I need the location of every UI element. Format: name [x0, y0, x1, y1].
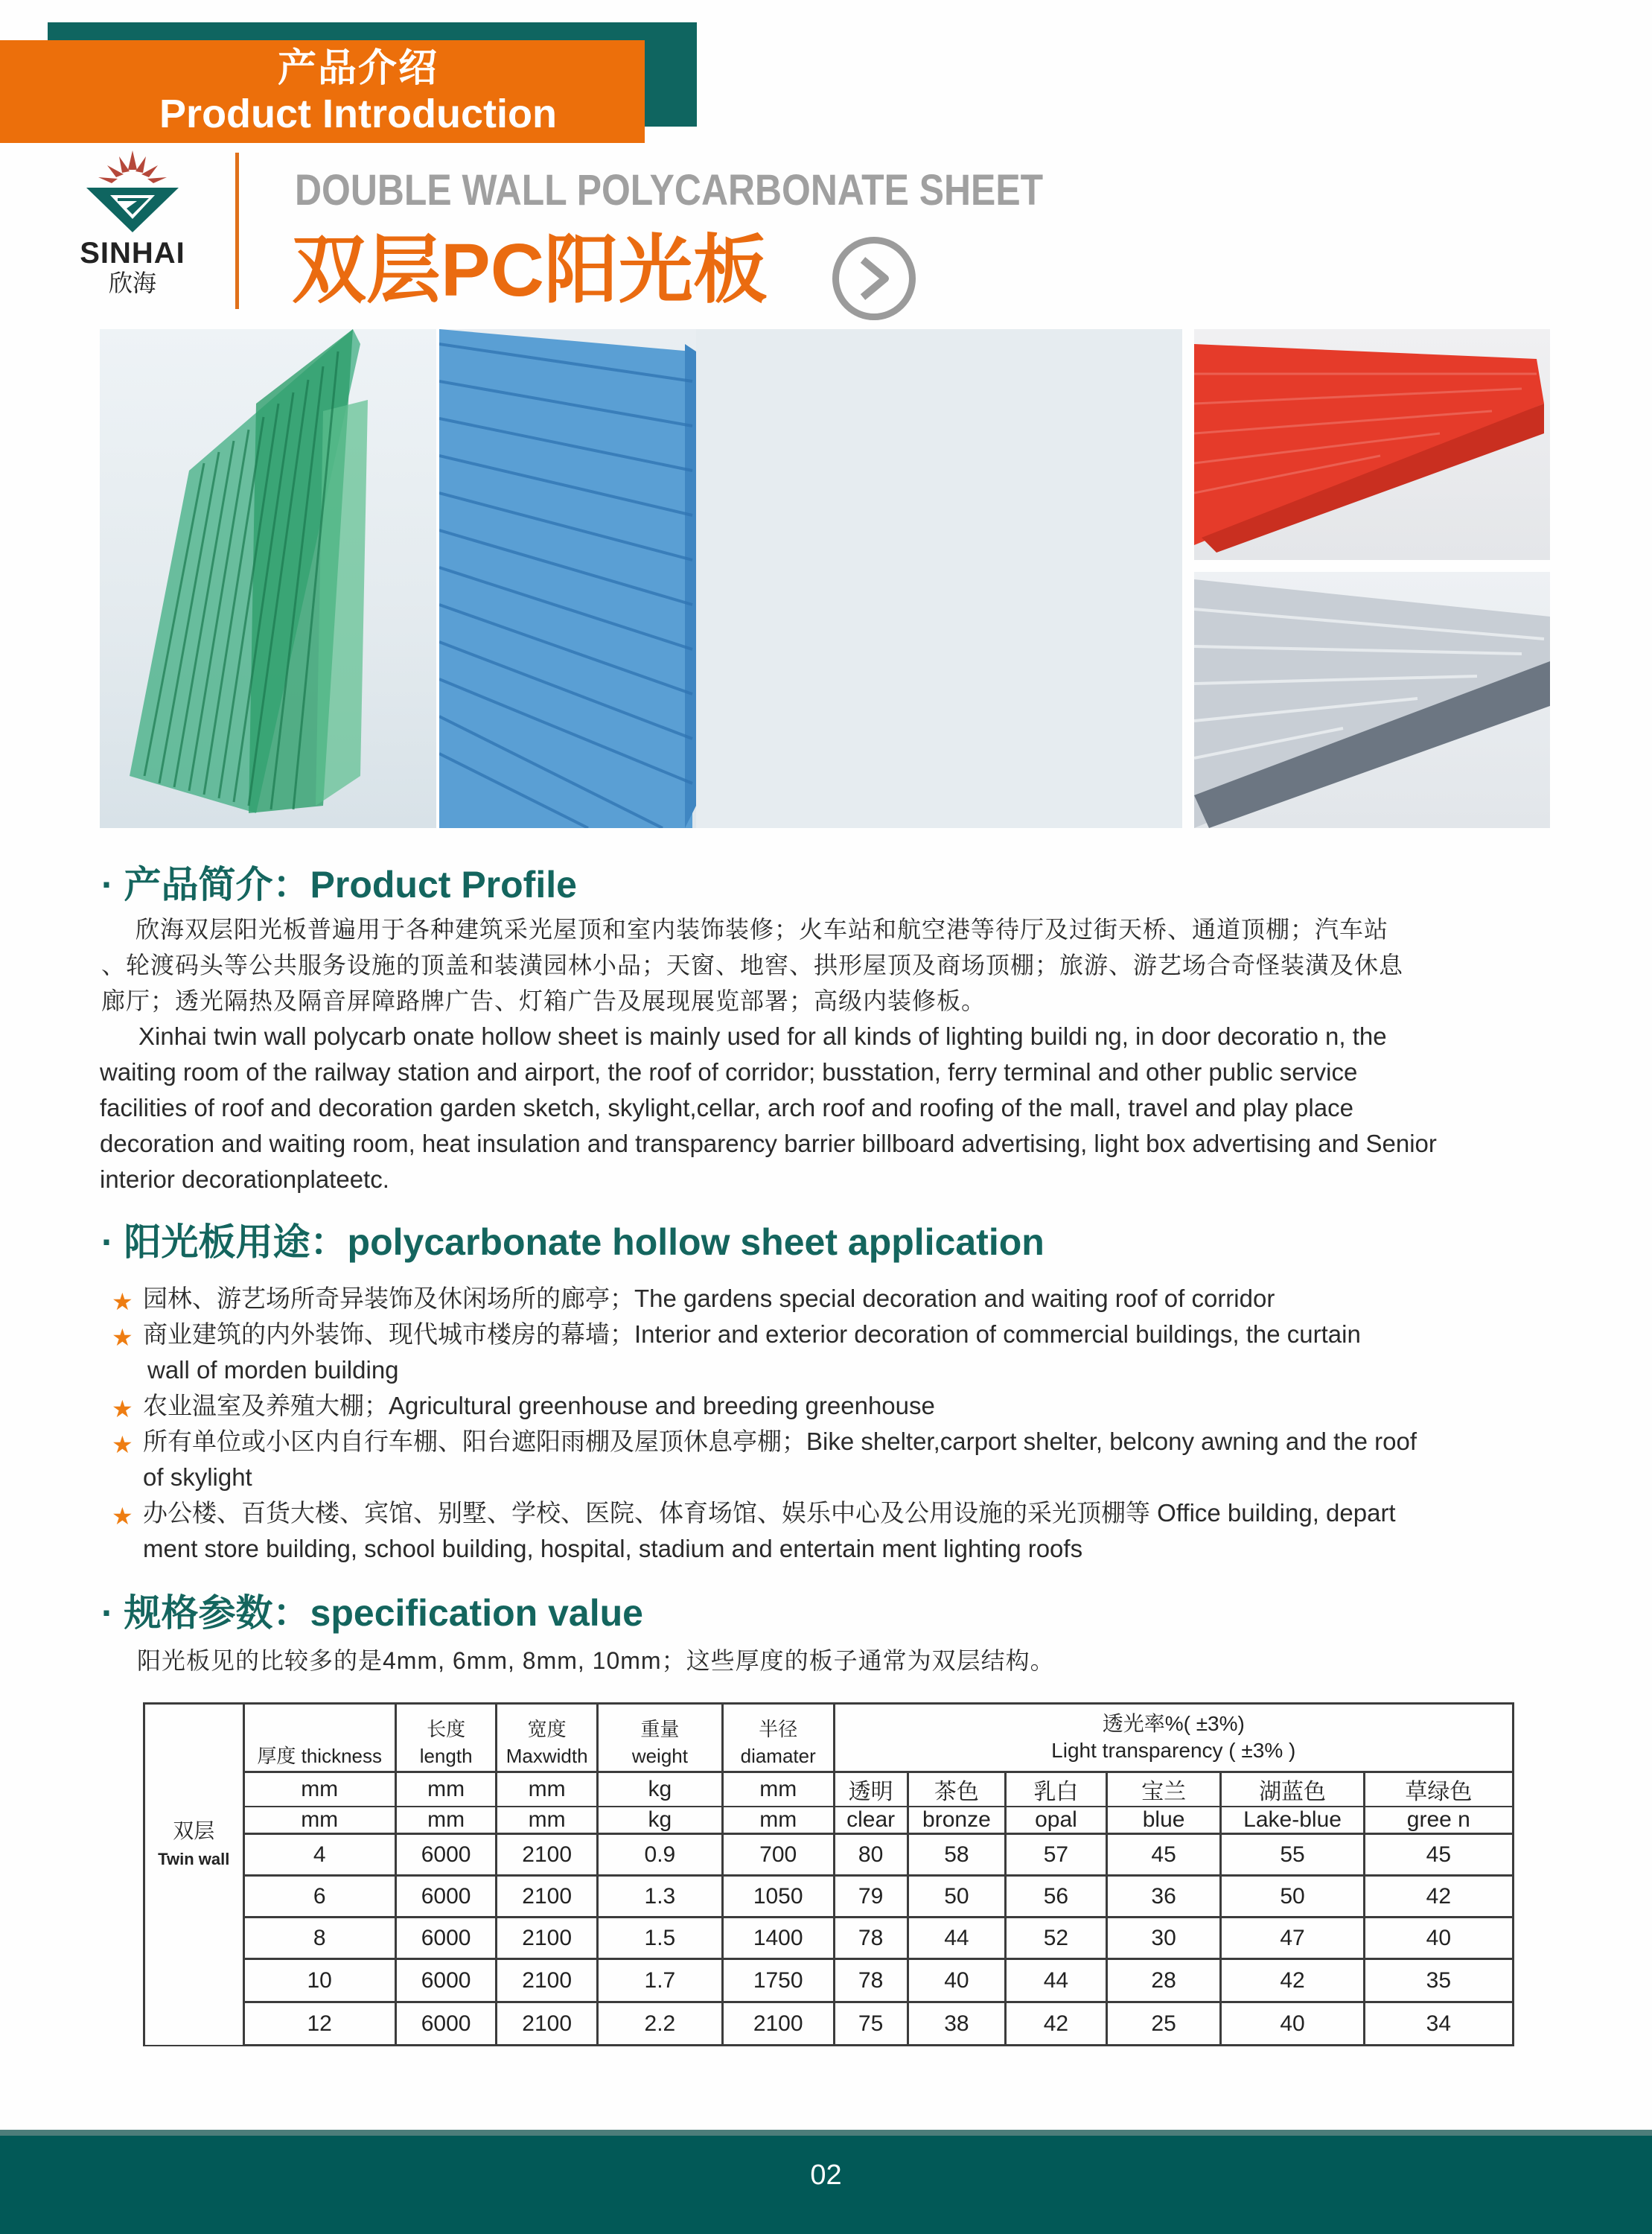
application-item: ★ 商业建筑的内外装饰、现代城市楼房的幕墙；Interior and exterior decoration of commercial buildings, the curtain wall of morden building — [112, 1320, 1361, 1384]
application-item: ★ 园林、游艺场所奇异装饰及休闲场所的廊亭；The gardens special decoration and waiting roof of corridor — [112, 1281, 1571, 1317]
color-cn: 乳白 — [1006, 1772, 1107, 1807]
page-number: 02 — [810, 2160, 842, 2191]
star-icon: ★ — [112, 1324, 133, 1351]
table-header-transparency: 透光率%( ±3%) Light transparency ( ±3% ) — [834, 1704, 1513, 1772]
table-header-width: 宽度 Maxwidth — [497, 1704, 598, 1772]
color-en: opal — [1006, 1807, 1107, 1834]
color-cn: 湖蓝色 — [1221, 1772, 1364, 1807]
header-divider — [235, 153, 239, 309]
table-units-row: mm mm mm kg mm clear bronze opal blue Lake-blue gree n — [144, 1807, 1514, 1834]
chevron-right-circle-icon — [832, 237, 916, 320]
profile-en-line: facilities of roof and decoration garden sketch, skylight,cellar, arch roof and roofing of the mall, travel and play place — [100, 1094, 1353, 1121]
profile-en-line: decoration and waiting room, heat insulation and transparency barrier billboard advertising, light box advertising and Senior — [100, 1130, 1437, 1157]
application-item: ★ 农业温室及养殖大棚；Agricultural greenhouse and breeding greenhouse — [112, 1388, 1571, 1424]
profile-en-line: Xinhai twin wall polycarb onate hollow sheet is mainly used for all kinds of lighting buildi ng, in door decoratio n, the — [138, 1022, 1387, 1050]
table-header-thickness: 厚度 thickness — [243, 1704, 395, 1772]
brand-name-cn: 欣海 — [108, 270, 156, 296]
product-title-cn: 双层PC阳光板 — [292, 229, 768, 312]
photo-green-sheet — [100, 329, 436, 828]
color-cn: 茶色 — [908, 1772, 1006, 1807]
application-item: ★ 所有单位或小区内自行车棚、阳台遮阳雨棚及屋顶休息亭棚；Bike shelter,carport shelter, belcony awning and the roof of skylight — [112, 1428, 1417, 1491]
table-header-type — [144, 1704, 244, 1772]
color-en: clear — [834, 1807, 908, 1834]
photo-clear-sheet — [1194, 572, 1550, 828]
profile-cn-line: 欣海双层阳光板普遍用于各种建筑采光屋顶和室内装饰装修；火车站和航空港等待厅及过街天桥、通道顶棚；汽车站 — [135, 916, 1389, 943]
section-heading-application: · 阳光板用途：polycarbonate hollow sheet application — [101, 1221, 1045, 1263]
star-icon: ★ — [112, 1288, 133, 1315]
section-heading-profile: · 产品简介：Product Profile — [101, 864, 577, 906]
star-icon: ★ — [112, 1503, 133, 1530]
table-row: 12 6000 2100 2.2 2100 75 38 42 25 40 34 — [144, 2002, 1514, 2046]
table-row: 4 6000 2100 0.9 700 80 58 57 45 55 45 — [144, 1834, 1514, 1876]
application-list — [112, 1281, 1571, 1567]
profile-cn-line: 廊厅；透光隔热及隔音屏障路牌广告、灯箱广告及展现展览部署；高级内装修板。 — [101, 987, 986, 1014]
page-footer — [0, 2130, 1652, 2234]
product-title-en: DOUBLE WALL POLYCARBONATE SHEET — [295, 166, 1044, 214]
specification-table — [143, 1702, 1514, 2046]
profile-cn-line: 、轮渡码头等公共服务设施的顶盖和装潢园林小品；天窗、地窖、拱形屋顶及商场顶棚；旅游、游艺场合奇怪装潢及休息 — [101, 952, 1404, 978]
table-header-diameter: 半径 diamater — [722, 1704, 834, 1772]
section-title-en: Product Introduction — [159, 92, 557, 136]
table-header-row — [144, 1704, 1514, 1772]
brand-name-en: SINHAI — [80, 237, 185, 270]
section-heading-specification: · 规格参数：specification value — [101, 1592, 643, 1634]
specification-note: 阳光板见的比较多的是4mm, 6mm, 8mm, 10mm；这些厚度的板子通常为双层结构。 — [137, 1647, 1055, 1674]
sinhai-logo-icon — [80, 149, 185, 232]
table-units-row: 双层 Twin wall mm mm mm kg mm 透明 茶色 乳白 宝兰 湖蓝色 草绿色 — [144, 1772, 1514, 1807]
table-row: 6 6000 2100 1.3 1050 79 50 56 36 50 42 — [144, 1876, 1514, 1918]
table-header-weight: 重量 weight — [597, 1704, 722, 1772]
color-cn: 透明 — [834, 1772, 908, 1807]
application-item: ★ 办公楼、百货大楼、宾馆、别墅、学校、医院、体育场馆、娱乐中心及公用设施的采光顶棚等 Office building, depart ment store building, school building, hospital, stadium and entertain ment lighting roofs — [112, 1499, 1396, 1562]
table-row: 10 6000 2100 1.7 1750 78 40 44 28 42 35 — [144, 1959, 1514, 2002]
color-cn: 草绿色 — [1364, 1772, 1513, 1807]
color-cn: 宝兰 — [1106, 1772, 1221, 1807]
color-en: Lake-blue — [1221, 1807, 1364, 1834]
color-en: gree n — [1364, 1807, 1513, 1834]
star-icon: ★ — [112, 1396, 133, 1422]
section-title-cn: 产品介绍 — [277, 47, 438, 90]
table-header-length: 长度 length — [395, 1704, 497, 1772]
brand-logo — [73, 149, 192, 305]
photo-blue-sheet — [439, 329, 1182, 828]
photo-red-sheet — [1194, 329, 1550, 560]
profile-en-line: interior decorationplateetc. — [100, 1165, 389, 1193]
color-en: blue — [1106, 1807, 1221, 1834]
star-icon: ★ — [112, 1431, 133, 1458]
table-type-cell: 双层 Twin wall — [144, 1772, 244, 2046]
color-en: bronze — [908, 1807, 1006, 1834]
profile-text-en — [100, 1019, 1559, 1197]
profile-text-cn — [101, 911, 1560, 1019]
profile-en-line: waiting room of the railway station and airport, the roof of corridor; busstation, ferry terminal and other public service — [100, 1058, 1358, 1086]
header-banner — [0, 40, 645, 143]
table-row: 8 6000 2100 1.5 1400 78 44 52 30 47 40 — [144, 1918, 1514, 1959]
